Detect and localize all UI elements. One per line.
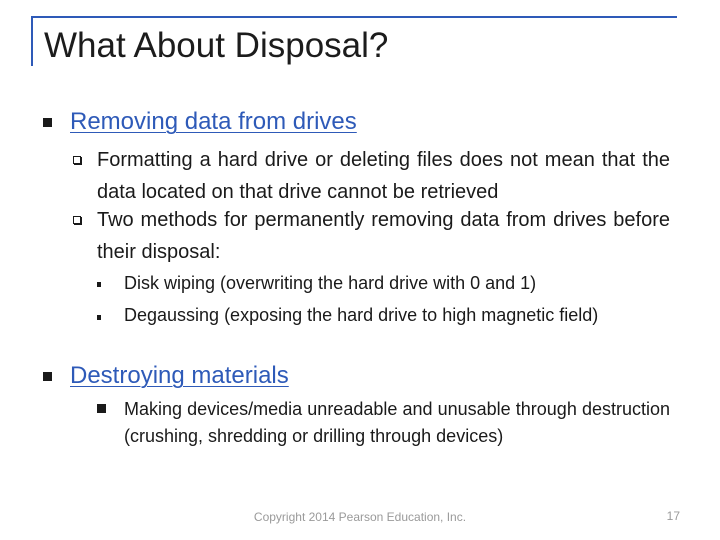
- section-bullet-icon: [43, 372, 52, 381]
- subpoint-degaussing: Degaussing (exposing the hard drive to high magnetic field): [124, 305, 599, 325]
- point-formatting: Formatting a hard drive or deleting files does not mean that the data located on that drive cannot be retrieved: [97, 149, 670, 203]
- title-frame-left-rule: [31, 16, 33, 66]
- footer-copyright: Copyright 2014 Pearson Education, Inc.: [253, 510, 467, 524]
- hollow-square-bullet-icon: [73, 216, 81, 224]
- square-bullet-icon: [97, 404, 106, 413]
- slide-title: What About Disposal?: [44, 26, 389, 65]
- small-square-bullet-icon: [97, 315, 101, 320]
- small-square-bullet-icon: [97, 282, 101, 287]
- point-making-devices-unreadable: Making devices/media unreadable and unusable through destruction (crushing, shredding or drilling through devices): [124, 399, 670, 446]
- subpoint-disk-wiping: Disk wiping (overwriting the hard drive with 0 and 1): [124, 273, 537, 293]
- section-heading-destroying-materials[interactable]: Destroying materials: [70, 362, 289, 389]
- point-two-methods: Two methods for permanently removing data from drives before their disposal:: [97, 209, 670, 263]
- page-number: 17: [666, 509, 680, 523]
- hollow-square-bullet-icon: [73, 156, 81, 164]
- section-bullet-icon: [43, 118, 52, 127]
- title-frame-top-rule: [31, 16, 677, 18]
- section-heading-removing-data[interactable]: Removing data from drives: [70, 108, 357, 135]
